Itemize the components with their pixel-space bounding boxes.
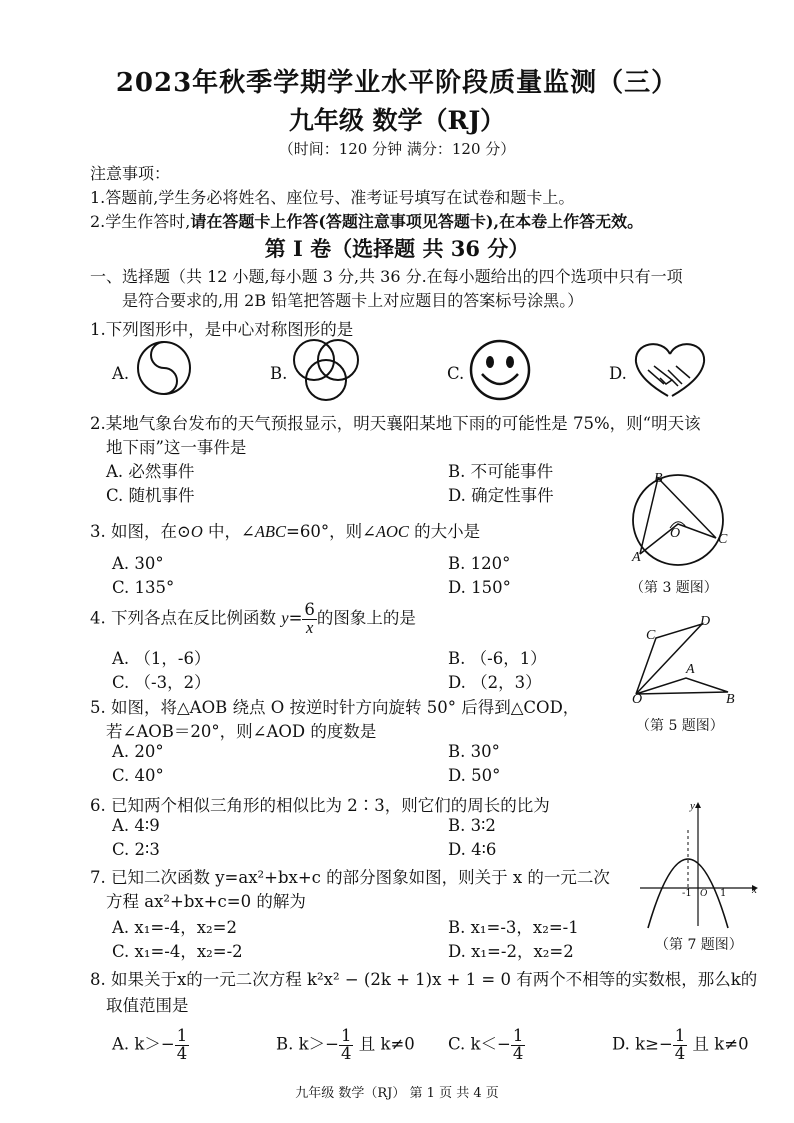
notes-heading: 注意事项： [90, 164, 171, 183]
q7-figure-parabola [640, 800, 760, 928]
q8-option-b: B. k＞− $\frac{1}{4}$ 且 k≠0 [276, 1026, 415, 1063]
q3-caption: （第 3 题图） [630, 580, 718, 596]
q4-option-b: B. （-6，1） [448, 649, 547, 668]
q7-option-a: A. x₁=-4，x₂=2 [112, 918, 237, 937]
q7-label-one: 1 [720, 888, 727, 899]
q1-figure-d-heart-hands [630, 340, 710, 400]
q3-label-o: O [670, 526, 681, 541]
q7-label-x: x [752, 884, 757, 896]
q5-option-d: D. 50° [448, 766, 501, 785]
q6-option-c: C. 2∶3 [112, 840, 160, 859]
q3-label-c: C [718, 532, 728, 547]
q7-option-d: D. x₁=-2，x₂=2 [448, 942, 574, 961]
q6-option-d: D. 4∶6 [448, 840, 497, 859]
q3-label-b: B [654, 471, 663, 486]
q3-option-a: A. 30° [112, 554, 164, 573]
q7-label-neg1: -1 [682, 888, 692, 899]
q7-option-b: B. x₁=-3，x₂=-1 [448, 918, 579, 937]
q2-option-a: A. 必然事件 [106, 462, 195, 481]
q4-option-d: D. （2，3） [448, 673, 542, 692]
q7-caption: （第 7 题图） [655, 937, 743, 953]
q1-option-c: C. [447, 364, 465, 383]
q5-label-b: B [726, 692, 735, 707]
exam-subtitle: 九年级 数学（RJ） [288, 106, 506, 135]
q5-label-d: D [700, 614, 711, 629]
q7-option-c: C. x₁=-4，x₂=-2 [112, 942, 243, 961]
q7-stem-2: 方程 ax²+bx+c=0 的解为 [106, 892, 306, 911]
q5-stem-2: 若∠AOB＝20°，则∠AOD 的度数是 [106, 722, 377, 741]
section-instructions-1: 一、选择题（共 12 小题,每小题 3 分,共 36 分.在每小题给出的四个选项中只有一项 [90, 267, 683, 286]
q2-option-c: C. 随机事件 [106, 486, 195, 505]
notes-item-1: 1.答题前,学生务必将姓名、座位号、准考证号填写在试卷和题卡上。 [90, 188, 575, 207]
page-footer: 九年级 数学（RJ） 第 1 页 共 4 页 [295, 1086, 499, 1101]
section-title: 第 I 卷（选择题 共 36 分） [264, 236, 530, 261]
q1-option-d: D. [609, 364, 627, 383]
section-instructions-2: 是符合要求的,用 2B 铅笔把答题卡上对应题目的答案标号涂黑。） [122, 291, 584, 310]
q4-option-c: C. （-3，2） [112, 673, 211, 692]
q6-stem: 6. 已知两个相似三角形的相似比为 2∶3，则它们的周长的比为 [90, 796, 550, 815]
q3-option-b: B. 120° [448, 554, 511, 573]
q1-stem: 1.下列图形中，是中心对称图形的是 [90, 320, 354, 339]
q2-option-b: B. 不可能事件 [448, 462, 554, 481]
q1-option-b: B. [270, 364, 288, 383]
q8-option-d: D. k≥− $\frac{1}{4}$ 且 k≠0 [612, 1026, 749, 1063]
q8-option-a: A. k＞− $\frac{1}{4}$ [112, 1026, 188, 1063]
q6-option-a: A. 4∶9 [112, 816, 160, 835]
q7-stem-1: 7. 已知二次函数 y=ax²+bx+c 的部分图象如图，则关于 x 的一元二次 [90, 868, 610, 887]
q1-figure-b-triquetra [290, 338, 362, 402]
q5-option-c: C. 40° [112, 766, 164, 785]
q5-option-b: B. 30° [448, 742, 500, 761]
q4-option-a: A. （1，-6） [112, 649, 211, 668]
q3-label-a: A [632, 550, 641, 565]
q3-option-d: D. 150° [448, 578, 511, 597]
q3-figure-circle [628, 470, 738, 570]
q5-label-o: O [632, 692, 643, 707]
q5-label-c: C [646, 628, 656, 643]
q2-stem-1: 2.某地气象台发布的天气预报显示，明天襄阳某地下雨的可能性是 75%，则“明天该 [90, 414, 701, 433]
q8-stem-1: 8. 如果关于x的一元二次方程 k²x² − (2k + 1)x + 1 = 0 有两个不相等的实数根，那么k的 [90, 970, 758, 989]
q5-label-a: A [686, 662, 695, 677]
q8-stem-2: 取值范围是 [106, 996, 189, 1015]
q1-figure-c-smiley [468, 338, 532, 402]
q7-label-origin: O [700, 888, 708, 899]
exam-time-info: （时间：120 分钟 满分：120 分） [278, 140, 516, 158]
q2-stem-2: 地下雨”这一事件是 [106, 438, 247, 457]
q1-option-a: A. [112, 364, 130, 383]
q1-figure-a-yinyang [136, 340, 192, 396]
q3-option-c: C. 135° [112, 578, 175, 597]
q3-stem: 3. 如图，在⊙O 中，∠ABC=60°，则∠AOC 的大小是 [90, 522, 481, 541]
q4-stem: 4. 下列各点在反比例函数 y= $\frac{6}{x}$ 的图象上的是 [90, 600, 416, 637]
q5-stem-1: 5. 如图，将△AOB 绕点 O 按逆时针方向旋转 50° 后得到△COD， [90, 698, 580, 717]
q2-option-d: D. 确定性事件 [448, 486, 554, 505]
q6-option-b: B. 3∶2 [448, 816, 496, 835]
q7-label-y: y [690, 800, 695, 812]
q4-fraction: $\frac{6}{x}$ [304, 600, 315, 637]
q5-option-a: A. 20° [112, 742, 164, 761]
q8-option-c: C. k＜− $\frac{1}{4}$ [448, 1026, 524, 1063]
exam-title: 2023年秋季学期学业水平阶段质量监测（三） [115, 68, 679, 98]
notes-item-2: 2.学生作答时,请在答题卡上作答(答题注意事项见答题卡),在本卷上作答无效。 [90, 212, 644, 231]
q5-caption: （第 5 题图） [636, 718, 724, 734]
